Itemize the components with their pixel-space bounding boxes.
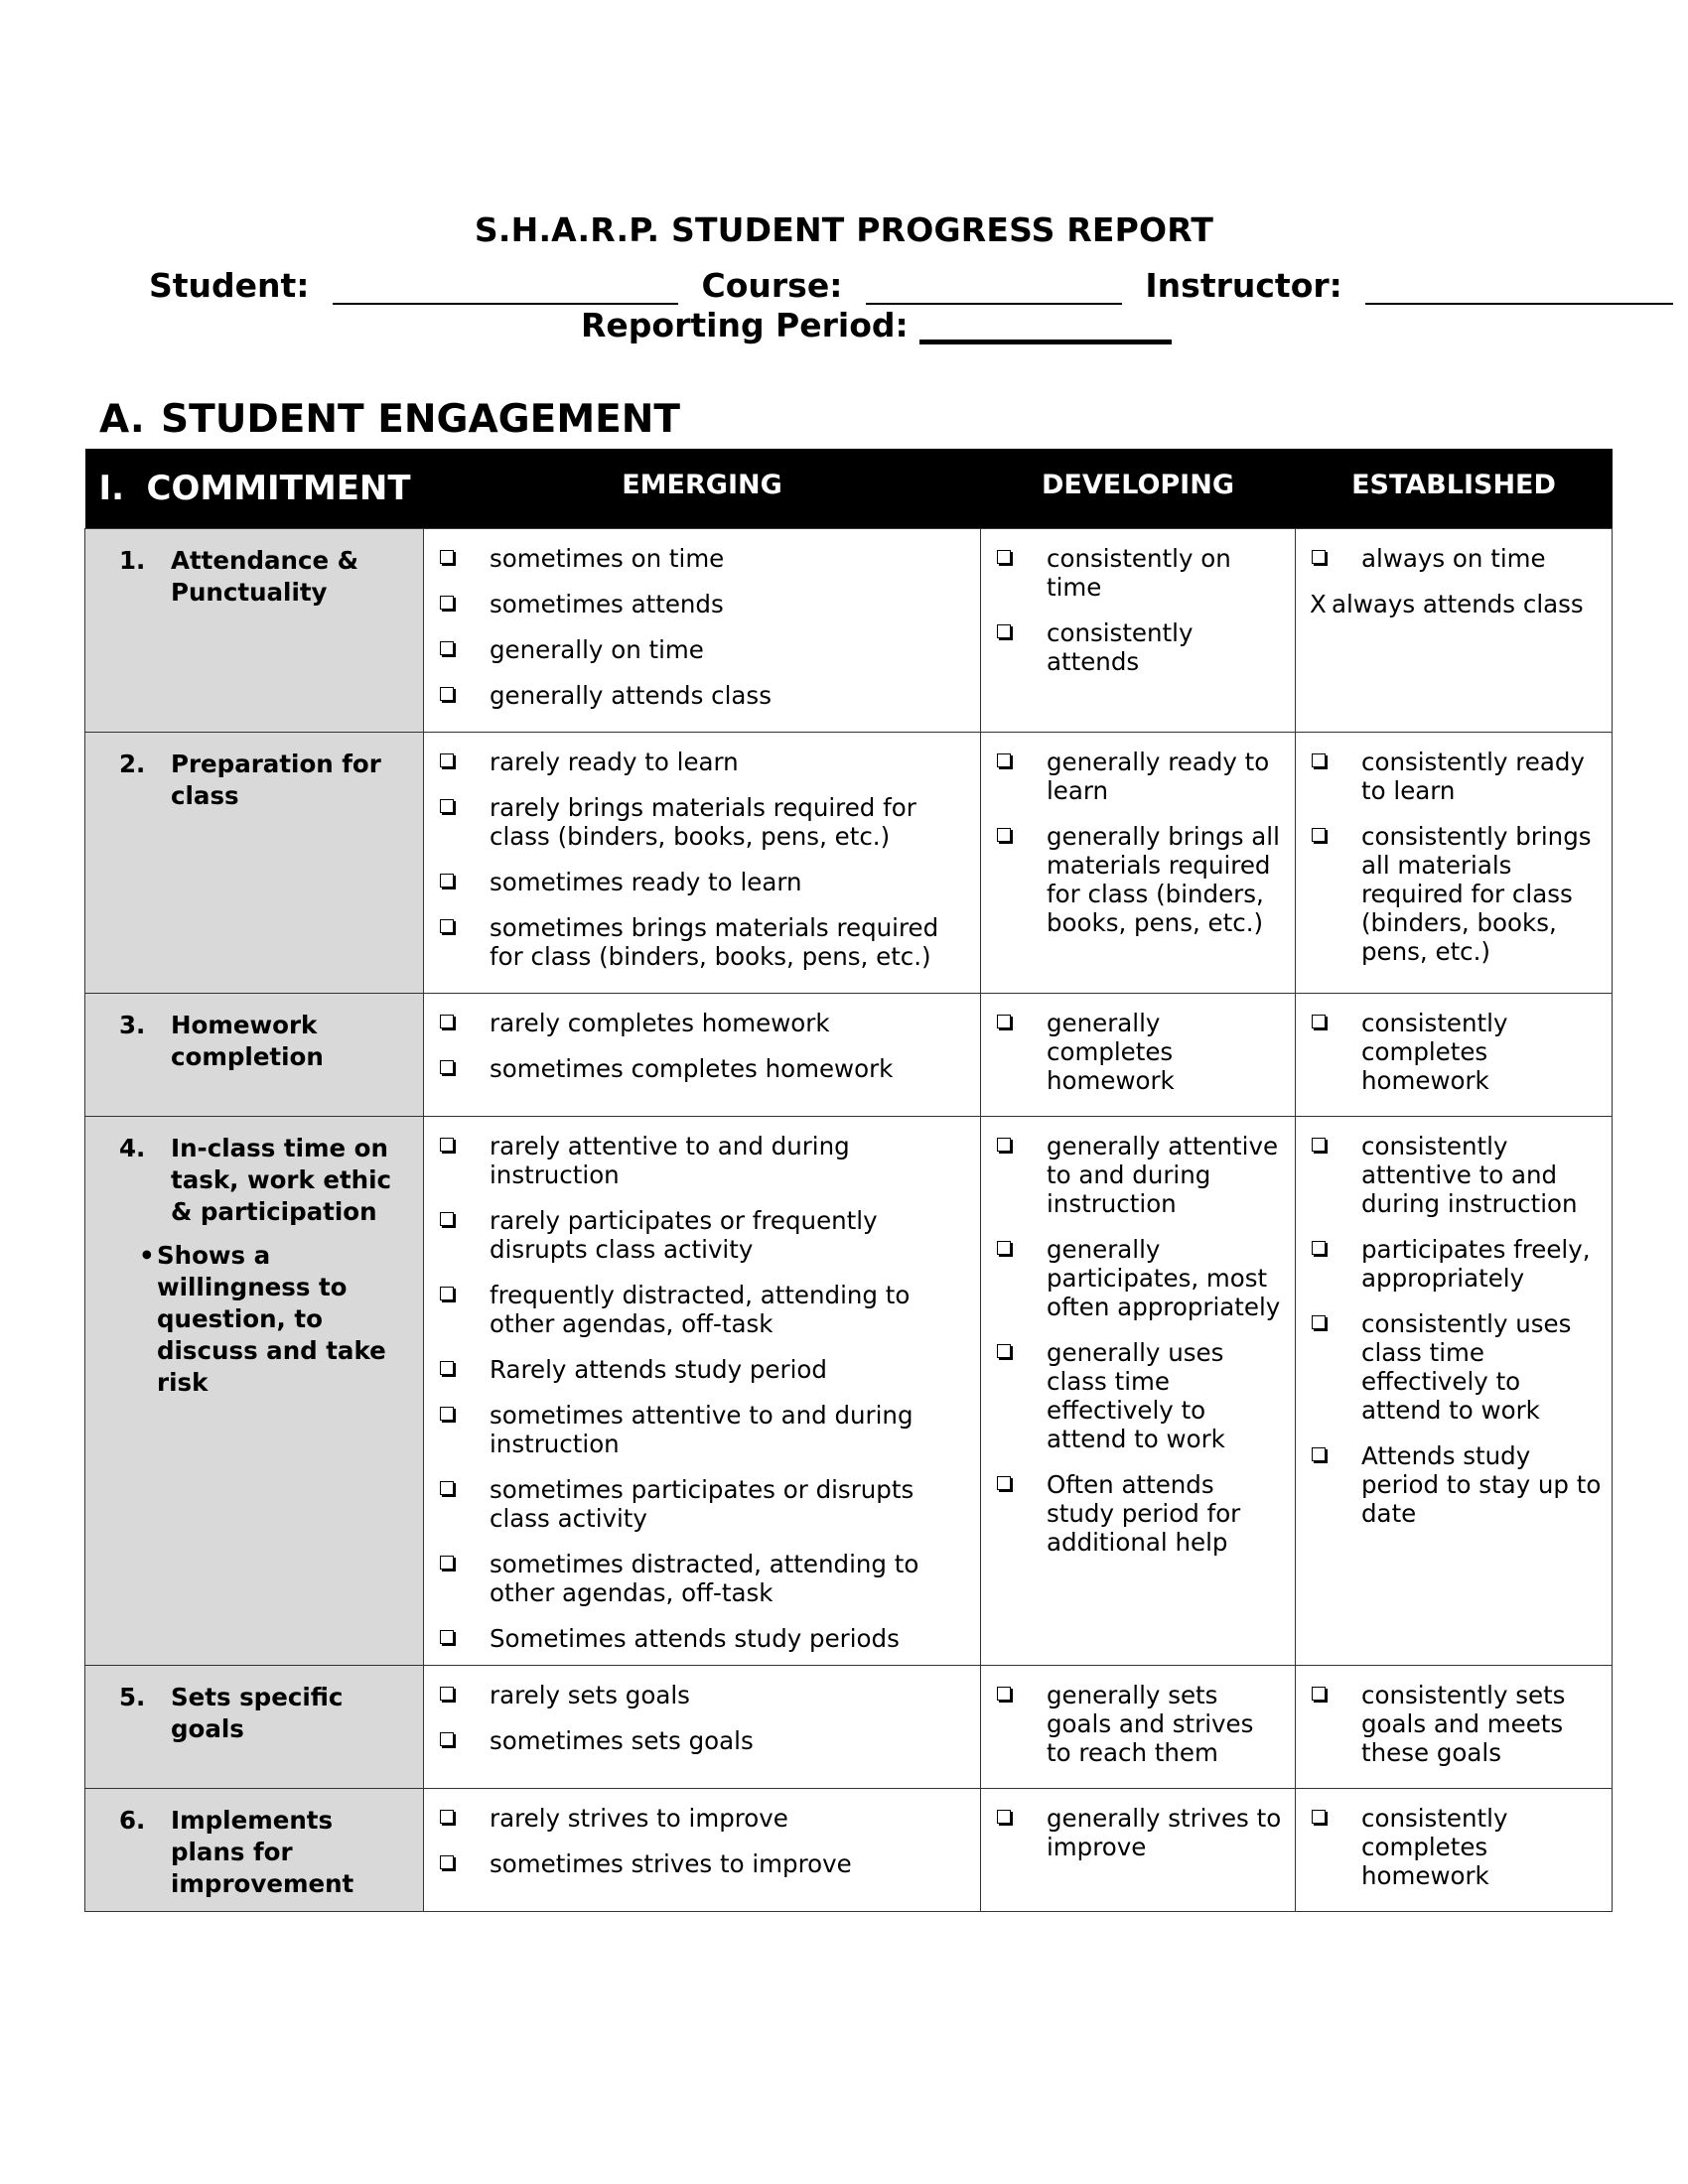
- reporting-period: [581, 306, 1172, 344]
- descriptor-text: generally sets goals and strives to reach them: [1047, 1681, 1254, 1767]
- descriptor-text: rarely participates or frequently disrupts class activity: [490, 1206, 878, 1264]
- level-cell-established: [1296, 1117, 1613, 1666]
- descriptor-list: [1296, 994, 1612, 1107]
- checkbox-icon[interactable]: [440, 1687, 454, 1701]
- checkbox-icon[interactable]: [997, 1476, 1011, 1490]
- descriptor-item: [995, 544, 1285, 602]
- descriptor-list: [981, 1117, 1295, 1569]
- descriptor-item: [995, 1470, 1285, 1557]
- criterion-subpoint-text: Shows a willingness to question, to discuss and take risk: [157, 1241, 386, 1397]
- descriptor-list: [424, 733, 980, 983]
- rubric-table: [84, 449, 1613, 1912]
- criterion-block: [85, 733, 423, 812]
- descriptor-list: [1296, 529, 1612, 630]
- descriptor-list: [1296, 733, 1612, 978]
- level-cell-established: [1296, 733, 1613, 994]
- rubric-body: [85, 529, 1613, 1912]
- descriptor-text: sometimes attentive to and during instruction: [490, 1401, 914, 1458]
- descriptor-item: [1310, 1235, 1602, 1293]
- descriptor-item: [438, 635, 970, 664]
- checkbox-icon[interactable]: [997, 1810, 1011, 1824]
- checkbox-icon[interactable]: [440, 1015, 454, 1028]
- criterion-number: 5.: [119, 1683, 146, 1711]
- descriptor-item: [438, 544, 970, 573]
- descriptor-text: consistently brings all materials required for class (binders, books, pens, etc.): [1361, 822, 1592, 966]
- checkbox-icon[interactable]: [440, 596, 454, 610]
- descriptor-item: [438, 1804, 970, 1833]
- descriptor-item: [438, 1681, 970, 1709]
- criterion-block: [85, 529, 423, 609]
- descriptor-list: [981, 733, 1295, 949]
- descriptor-item: [995, 1235, 1285, 1321]
- checkbox-icon[interactable]: [997, 1241, 1011, 1255]
- criterion-label: In-class time on task, work ethic & participation: [171, 1134, 392, 1226]
- checkbox-icon[interactable]: [440, 1287, 454, 1300]
- category-numeral: I.: [98, 469, 125, 508]
- rubric-row: [85, 994, 1613, 1117]
- descriptor-item: [438, 1475, 970, 1533]
- descriptor-item: [438, 1401, 970, 1458]
- descriptor-list: [424, 1117, 980, 1665]
- criterion-number: 2.: [119, 750, 146, 778]
- descriptor-item: [995, 1338, 1285, 1453]
- level-cell-developing: [981, 1666, 1296, 1789]
- descriptor-list: [424, 994, 980, 1095]
- category-header: [85, 449, 424, 529]
- course-field[interactable]: [866, 269, 1122, 305]
- rubric-row: [85, 1666, 1613, 1789]
- reporting-period-field[interactable]: [919, 306, 1172, 344]
- descriptor-text: generally completes homework: [1047, 1009, 1175, 1095]
- level-cell-developing: [981, 1789, 1296, 1912]
- reporting-period-label: Reporting Period:: [581, 306, 909, 344]
- checked-mark[interactable]: X: [1310, 590, 1327, 618]
- descriptor-text: generally attentive to and during instruction: [1047, 1132, 1279, 1218]
- checkbox-icon[interactable]: [440, 1407, 454, 1421]
- checkbox-icon[interactable]: [440, 1855, 454, 1869]
- descriptor-text: rarely completes homework: [490, 1009, 830, 1037]
- checkbox-icon[interactable]: [997, 753, 1011, 767]
- descriptor-item: [438, 1550, 970, 1607]
- level-cell-developing: [981, 529, 1296, 733]
- descriptor-item: [995, 618, 1285, 676]
- checkbox-icon[interactable]: [1312, 1687, 1326, 1701]
- descriptor-item: [438, 1281, 970, 1338]
- descriptor-item: [438, 1009, 970, 1037]
- descriptor-list: [1296, 1666, 1612, 1779]
- descriptor-list: [424, 1666, 980, 1767]
- category-title: COMMITMENT: [146, 469, 411, 508]
- level-cell-established: [1296, 1666, 1613, 1789]
- descriptor-text: frequently distracted, attending to other agendas, off-task: [490, 1281, 911, 1338]
- descriptor-item: [438, 913, 970, 971]
- criterion-label: Preparation for class: [171, 750, 381, 810]
- descriptor-text: sometimes completes homework: [490, 1054, 894, 1083]
- descriptor-text: Attends study period to stay up to date: [1361, 1441, 1602, 1528]
- checkbox-icon[interactable]: [440, 1810, 454, 1824]
- section-title: STUDENT ENGAGEMENT: [161, 397, 681, 442]
- course-label: Course:: [701, 266, 843, 305]
- descriptor-text: generally brings all materials required for class (binders, books, pens, etc.): [1047, 822, 1280, 937]
- descriptor-text: participates freely, appropriately: [1361, 1235, 1591, 1293]
- descriptor-text: sometimes brings materials required for class (binders, books, pens, etc.): [490, 913, 939, 971]
- section-heading: [99, 397, 680, 442]
- descriptor-text: consistently completes homework: [1361, 1804, 1508, 1890]
- criterion-block: [85, 1666, 423, 1745]
- checkbox-icon[interactable]: [440, 1138, 454, 1152]
- checkbox-icon[interactable]: [997, 828, 1011, 842]
- descriptor-item: [1310, 1309, 1602, 1425]
- descriptor-item: [1310, 822, 1602, 966]
- checkbox-icon[interactable]: [997, 1344, 1011, 1358]
- descriptor-text: always on time: [1361, 544, 1546, 573]
- descriptor-item: [1310, 1804, 1602, 1890]
- criterion-number: 3.: [119, 1011, 146, 1039]
- descriptor-text: generally participates, most often appropriately: [1047, 1235, 1281, 1321]
- instructor-label: Instructor:: [1145, 266, 1342, 305]
- descriptor-text: consistently completes homework: [1361, 1009, 1508, 1095]
- section-letter: A.: [99, 397, 145, 442]
- criterion-cell: [85, 733, 424, 994]
- bullet-icon: •: [139, 1241, 155, 1270]
- descriptor-item: [438, 590, 970, 618]
- checkbox-icon[interactable]: [440, 799, 454, 813]
- descriptor-text: sometimes on time: [490, 544, 725, 573]
- criterion-subpoint: [119, 1240, 415, 1399]
- checkbox-icon[interactable]: [997, 1138, 1011, 1152]
- descriptor-item: [438, 681, 970, 710]
- descriptor-text: consistently ready to learn: [1361, 748, 1585, 805]
- level-cell-established: [1296, 529, 1613, 733]
- checkbox-icon[interactable]: [440, 874, 454, 887]
- checkbox-icon[interactable]: [440, 919, 454, 933]
- header-fields: [149, 266, 1673, 305]
- checkbox-icon[interactable]: [1312, 1138, 1326, 1152]
- criterion-cell: [85, 994, 424, 1117]
- level-cell-emerging: [424, 994, 981, 1117]
- descriptor-list: [1296, 1117, 1612, 1540]
- descriptor-text: consistently attentive to and during instruction: [1361, 1132, 1578, 1218]
- criterion-heading: [119, 749, 415, 812]
- checkbox-icon[interactable]: [440, 1361, 454, 1375]
- checkbox-icon[interactable]: [1312, 828, 1326, 842]
- rubric-row: [85, 1789, 1613, 1912]
- report-title: S.H.A.R.P. STUDENT PROGRESS REPORT: [474, 210, 1214, 249]
- descriptor-item: [438, 748, 970, 776]
- level-cell-developing: [981, 994, 1296, 1117]
- level-cell-developing: [981, 733, 1296, 994]
- descriptor-text: Rarely attends study period: [490, 1355, 827, 1384]
- checkbox-icon[interactable]: [1312, 1015, 1326, 1028]
- descriptor-text: consistently sets goals and meets these goals: [1361, 1681, 1566, 1767]
- checkbox-icon[interactable]: [1312, 753, 1326, 767]
- checkbox-icon[interactable]: [997, 1687, 1011, 1701]
- descriptor-text: generally on time: [490, 635, 704, 664]
- descriptor-text: sometimes strives to improve: [490, 1849, 852, 1878]
- checkbox-icon[interactable]: [440, 1732, 454, 1746]
- level-cell-developing: [981, 1117, 1296, 1666]
- criterion-heading: [119, 1682, 415, 1745]
- descriptor-text: rarely brings materials required for class (binders, books, pens, etc.): [490, 793, 916, 851]
- criterion-cell: [85, 1666, 424, 1789]
- criterion-label: Sets specific goals: [171, 1683, 344, 1743]
- descriptor-list: [981, 529, 1295, 688]
- checkbox-icon[interactable]: [1312, 1810, 1326, 1824]
- checkbox-icon[interactable]: [440, 687, 454, 701]
- level-cell-emerging: [424, 733, 981, 994]
- checkbox-icon[interactable]: [440, 641, 454, 655]
- level-header-developing: DEVELOPING: [981, 449, 1296, 529]
- criterion-heading: [119, 1133, 415, 1228]
- criterion-cell: [85, 1117, 424, 1666]
- checkbox-icon[interactable]: [440, 753, 454, 767]
- descriptor-text: Often attends study period for additional help: [1047, 1470, 1241, 1557]
- rubric-row: [85, 733, 1613, 994]
- descriptor-item: [438, 1355, 970, 1384]
- descriptor-item: [995, 748, 1285, 805]
- checkbox-icon[interactable]: [1312, 1447, 1326, 1461]
- criterion-number: 4.: [119, 1134, 146, 1162]
- descriptor-item: [1310, 748, 1602, 805]
- criterion-number: 1.: [119, 546, 146, 575]
- descriptor-text: always attends class: [1332, 590, 1584, 618]
- descriptor-text: rarely sets goals: [490, 1681, 690, 1709]
- descriptor-item: [1310, 1681, 1602, 1767]
- descriptor-list: [1296, 1789, 1612, 1902]
- level-cell-established: [1296, 994, 1613, 1117]
- instructor-field[interactable]: [1365, 269, 1673, 305]
- descriptor-item: [1310, 590, 1602, 618]
- descriptor-item: [1310, 544, 1602, 573]
- descriptor-text: generally strives to improve: [1047, 1804, 1282, 1861]
- descriptor-item: [438, 1849, 970, 1878]
- descriptor-item: [1310, 1009, 1602, 1095]
- descriptor-item: [438, 1624, 970, 1653]
- descriptor-text: sometimes distracted, attending to other agendas, off-task: [490, 1550, 919, 1607]
- criterion-block: [85, 994, 423, 1073]
- descriptor-text: sometimes ready to learn: [490, 868, 802, 896]
- level-cell-emerging: [424, 529, 981, 733]
- rubric-header-row: [85, 449, 1613, 529]
- checkbox-icon[interactable]: [997, 550, 1011, 564]
- descriptor-list: [981, 1666, 1295, 1779]
- descriptor-item: [995, 1681, 1285, 1767]
- level-header-established: ESTABLISHED: [1296, 449, 1613, 529]
- descriptor-text: rarely attentive to and during instruction: [490, 1132, 850, 1189]
- checkbox-icon[interactable]: [440, 1556, 454, 1570]
- descriptor-text: generally ready to learn: [1047, 748, 1270, 805]
- checkbox-icon[interactable]: [997, 1015, 1011, 1028]
- descriptor-item: [995, 1132, 1285, 1218]
- criterion-heading: [119, 1010, 415, 1073]
- descriptor-item: [995, 1804, 1285, 1861]
- criterion-label: Implements plans for improvement: [171, 1806, 354, 1898]
- level-cell-emerging: [424, 1666, 981, 1789]
- checkbox-icon[interactable]: [440, 1481, 454, 1495]
- descriptor-item: [438, 1132, 970, 1189]
- student-label: Student:: [149, 266, 310, 305]
- checkbox-icon[interactable]: [1312, 1241, 1326, 1255]
- descriptor-item: [995, 822, 1285, 937]
- rubric-row: [85, 1117, 1613, 1666]
- descriptor-list: [424, 529, 980, 722]
- checkbox-icon[interactable]: [1312, 1315, 1326, 1329]
- descriptor-item: [438, 868, 970, 896]
- descriptor-text: consistently on time: [1047, 544, 1231, 602]
- descriptor-list: [424, 1789, 980, 1890]
- criterion-heading: [119, 1805, 415, 1900]
- descriptor-text: Sometimes attends study periods: [490, 1624, 900, 1653]
- rubric-row: [85, 529, 1613, 733]
- checkbox-icon[interactable]: [440, 550, 454, 564]
- descriptor-item: [438, 1726, 970, 1755]
- level-cell-emerging: [424, 1789, 981, 1912]
- student-field[interactable]: [333, 269, 678, 305]
- descriptor-item: [438, 1206, 970, 1264]
- criterion-label: Homework completion: [171, 1011, 324, 1071]
- descriptor-text: consistently uses class time effectively to attend to work: [1361, 1309, 1572, 1425]
- criterion-cell: [85, 529, 424, 733]
- level-cell-emerging: [424, 1117, 981, 1666]
- descriptor-text: sometimes sets goals: [490, 1726, 754, 1755]
- descriptor-item: [1310, 1132, 1602, 1218]
- checkbox-icon[interactable]: [997, 624, 1011, 638]
- descriptor-item: [438, 1054, 970, 1083]
- descriptor-item: [438, 793, 970, 851]
- descriptor-text: generally uses class time effectively to attend to work: [1047, 1338, 1225, 1453]
- checkbox-icon[interactable]: [1312, 550, 1326, 564]
- descriptor-text: consistently attends: [1047, 618, 1194, 676]
- descriptor-list: [981, 1789, 1295, 1873]
- descriptor-text: rarely strives to improve: [490, 1804, 788, 1833]
- checkbox-icon[interactable]: [440, 1630, 454, 1644]
- criterion-number: 6.: [119, 1806, 146, 1835]
- level-cell-established: [1296, 1789, 1613, 1912]
- criterion-heading: [119, 545, 415, 609]
- criterion-block: [85, 1789, 423, 1900]
- checkbox-icon[interactable]: [440, 1212, 454, 1226]
- checkbox-icon[interactable]: [440, 1060, 454, 1074]
- level-header-emerging: EMERGING: [424, 449, 981, 529]
- descriptor-list: [981, 994, 1295, 1107]
- criterion-cell: [85, 1789, 424, 1912]
- descriptor-text: sometimes participates or disrupts class activity: [490, 1475, 914, 1533]
- descriptor-item: [995, 1009, 1285, 1095]
- criterion-block: [85, 1117, 423, 1399]
- criterion-label: Attendance & Punctuality: [171, 546, 358, 607]
- descriptor-text: sometimes attends: [490, 590, 724, 618]
- descriptor-text: rarely ready to learn: [490, 748, 739, 776]
- descriptor-item: [1310, 1441, 1602, 1528]
- descriptor-text: generally attends class: [490, 681, 772, 710]
